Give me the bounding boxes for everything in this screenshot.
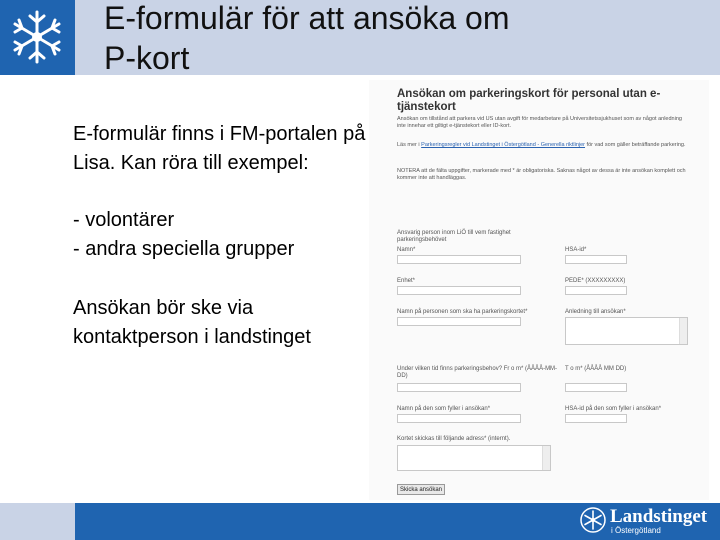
period-from-label: Under vilken tid finns parkeringsbehov? Fr o m* (ÅÅÅÅ-MM-DD) (397, 366, 558, 379)
unit-input[interactable] (397, 286, 521, 295)
slide-body (73, 120, 373, 352)
period-to-label: T o m* (ÅÅÅÅ MM DD) (565, 366, 627, 372)
reason-textarea[interactable] (565, 317, 688, 345)
form-intro-3: NOTERA att de fälta uppgifter, markerade med * är obligatoriska. Saknas något av dessa är inte ansökan komplett och kommer inte att handläggas. (397, 168, 686, 181)
filler-hsa-input[interactable] (565, 414, 627, 423)
unit-label: Enhet* (397, 278, 416, 284)
brand-subtitle: i Östergötland (611, 526, 661, 535)
intro-text: Läs mer i (397, 142, 420, 148)
body-list-item-1: - volontärer (73, 209, 175, 231)
period-to-input[interactable] (565, 383, 627, 392)
snowflake-logo-icon (6, 6, 68, 68)
form-intro-1: Ansökan om tillstånd att parkera vid US utan avgift för medarbetare på Universitetssjukhuset som av något anledning inte innehar ett giltigt e-tjänstekort eller ID-kort. (397, 116, 682, 129)
period-from-input[interactable] (397, 383, 521, 392)
body-list-item-2: - andra speciella grupper (73, 238, 295, 260)
form-intro-2 (397, 142, 687, 149)
brand-name: Landstinget (610, 506, 708, 527)
filler-hsa-label: HSA-id på den som fyller i ansökan* (565, 406, 662, 412)
hsa-id-label: HSA-id* (565, 247, 587, 253)
footer-accent (0, 503, 75, 540)
body-paragraph-2: Ansökan bör ske via kontaktperson i landstinget (73, 297, 311, 348)
parking-rules-link[interactable]: Parkeringsregler vid Landstinget i Östergötland - Generella riktlinjer (421, 142, 586, 148)
logo-box (0, 0, 75, 75)
body-paragraph-1: E-formulär finns i FM-portalen på Lisa. Kan röra till exempel: (73, 123, 366, 174)
pede-input[interactable] (565, 286, 627, 295)
form-title: Ansökan om parkeringskort för personal utan e-tjänstekort (397, 88, 661, 113)
filler-name-input[interactable] (397, 414, 521, 423)
snowflake-brand-icon (580, 507, 606, 533)
textarea-scrollbar[interactable] (679, 318, 687, 344)
send-to-label: Kortet skickas till följande adress* (internt). (397, 436, 511, 442)
pede-label: PEDE* (XXXXXXXXX) (565, 278, 626, 284)
send-to-textarea[interactable] (397, 445, 551, 471)
reason-label: Anledning till ansökan* (565, 309, 626, 315)
contact-person-label: Ansvarig person inom LiÖ till vem fastighet parkeringsbehövet (397, 230, 511, 243)
person-name-label: Namn på personen som ska ha parkeringskortet* (397, 309, 528, 315)
name-label: Namn* (397, 247, 416, 253)
brand-logo (580, 505, 720, 538)
intro-text: för vad som gäller beträffande parkering. (586, 142, 686, 148)
textarea-scrollbar[interactable] (542, 446, 550, 470)
form-screenshot (369, 80, 709, 500)
filler-name-label: Namn på den som fyller i ansökan* (397, 406, 491, 412)
person-name-input[interactable] (397, 317, 521, 326)
hsa-id-input[interactable] (565, 255, 627, 264)
name-input[interactable] (397, 255, 521, 264)
page-title: E-formulär för att ansöka om P-kort (104, 0, 510, 76)
submit-button[interactable]: Skicka ansökan (397, 484, 445, 495)
